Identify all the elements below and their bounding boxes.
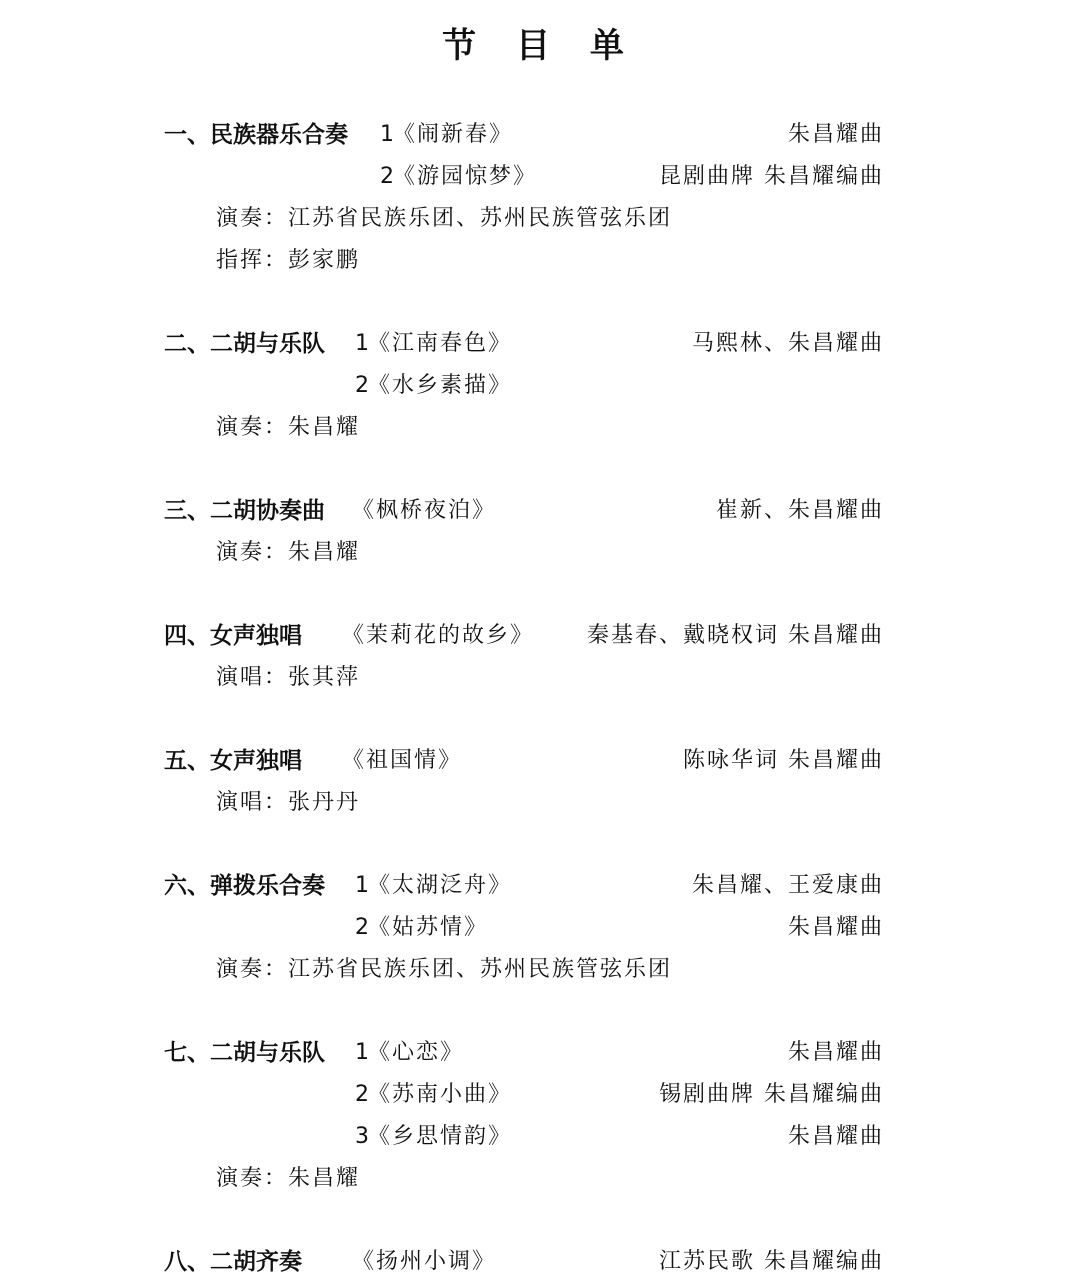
piece-title: 《枫桥夜泊》 [352,498,497,523]
piece-credit: 江苏民歌 朱昌耀编曲 [659,1249,884,1274]
piece-credit: 陈咏华词 朱昌耀曲 [683,748,884,773]
piece-number: 1 [355,331,369,356]
program-heading: 六、弹拨乐合奏 [164,873,325,899]
program-2-note-1 [0,407,1080,449]
program-heading: 七、二胡与乐队 [164,1040,325,1066]
piece-number: 2 [380,164,394,189]
piece-title: 《心恋》 [368,1040,465,1065]
program-2-row-1 [0,323,1080,365]
piece-title: 《乡思情韵》 [368,1124,513,1149]
piece-number: 1 [380,122,394,147]
program-4-note-1 [0,657,1080,699]
performer-note: 演奏：江苏省民族乐团、苏州民族管弦乐团 [216,957,673,982]
piece-number: 2 [355,915,369,940]
program-heading: 五、女声独唱 [164,748,302,774]
piece-credit: 锡剧曲牌 朱昌耀编曲 [659,1082,884,1107]
piece-credit: 昆剧曲牌 朱昌耀编曲 [659,164,884,189]
program-7-row-2 [0,1074,1080,1116]
performer-note: 演奏：朱昌耀 [216,540,361,565]
piece-title: 《姑苏情》 [368,915,489,940]
piece-title: 《茉莉花的故乡》 [342,623,535,648]
performer-note: 演奏：朱昌耀 [216,415,361,440]
piece-credit: 朱昌耀、王爱康曲 [691,873,884,898]
program-6-note-1 [0,949,1080,991]
program-7-row-1 [0,1032,1080,1074]
piece-number: 3 [355,1124,369,1149]
program-heading: 一、民族器乐合奏 [164,122,348,148]
program-1-note-2 [0,240,1080,282]
conductor-note: 指挥：彭家鹏 [216,248,361,273]
program-3-row-1 [0,490,1080,532]
program-6-row-1 [0,865,1080,907]
program-1-row-2 [0,156,1080,198]
program-5-note-1 [0,782,1080,824]
performer-note: 演奏：江苏省民族乐团、苏州民族管弦乐团 [216,206,673,231]
piece-number: 1 [355,873,369,898]
piece-credit: 朱昌耀曲 [787,915,884,940]
piece-title: 《祖国情》 [342,748,463,773]
piece-credit: 朱昌耀曲 [787,1040,884,1065]
singer-note: 演唱：张其萍 [216,665,361,690]
program-6-row-2 [0,907,1080,949]
piece-credit: 朱昌耀曲 [787,1124,884,1149]
program-3-note-1 [0,532,1080,574]
piece-credit: 朱昌耀曲 [787,122,884,147]
piece-title: 《闹新春》 [393,122,514,147]
performer-note: 演奏：朱昌耀 [216,1166,361,1191]
program-2-row-2 [0,365,1080,407]
piece-title: 《江南春色》 [368,331,513,356]
page-title: 节 目 单 [442,26,638,66]
piece-number: 2 [355,373,369,398]
piece-credit: 马熙林、朱昌耀曲 [691,331,884,356]
program-5-row-1 [0,740,1080,782]
program-7-row-3 [0,1116,1080,1158]
piece-title: 《游园惊梦》 [393,164,538,189]
piece-title: 《苏南小曲》 [368,1082,513,1107]
piece-number: 1 [355,1040,369,1065]
program-7-note-1 [0,1158,1080,1200]
program-1-note-1 [0,198,1080,240]
piece-number: 2 [355,1082,369,1107]
piece-credit: 崔新、朱昌耀曲 [715,498,884,523]
program-heading: 八、二胡齐奏 [164,1249,302,1275]
program-4-row-1 [0,615,1080,657]
piece-title: 《太湖泛舟》 [368,873,513,898]
program-heading: 四、女声独唱 [164,623,302,649]
program-1-row-1 [0,114,1080,156]
program-8-row-1 [0,1241,1080,1283]
program-heading: 三、二胡协奏曲 [164,498,325,524]
piece-title: 《扬州小调》 [352,1249,497,1274]
piece-title: 《水乡素描》 [368,373,513,398]
singer-note: 演唱：张丹丹 [216,790,361,815]
program-heading: 二、二胡与乐队 [164,331,325,357]
piece-credit: 秦基春、戴晓权词 朱昌耀曲 [587,623,884,648]
